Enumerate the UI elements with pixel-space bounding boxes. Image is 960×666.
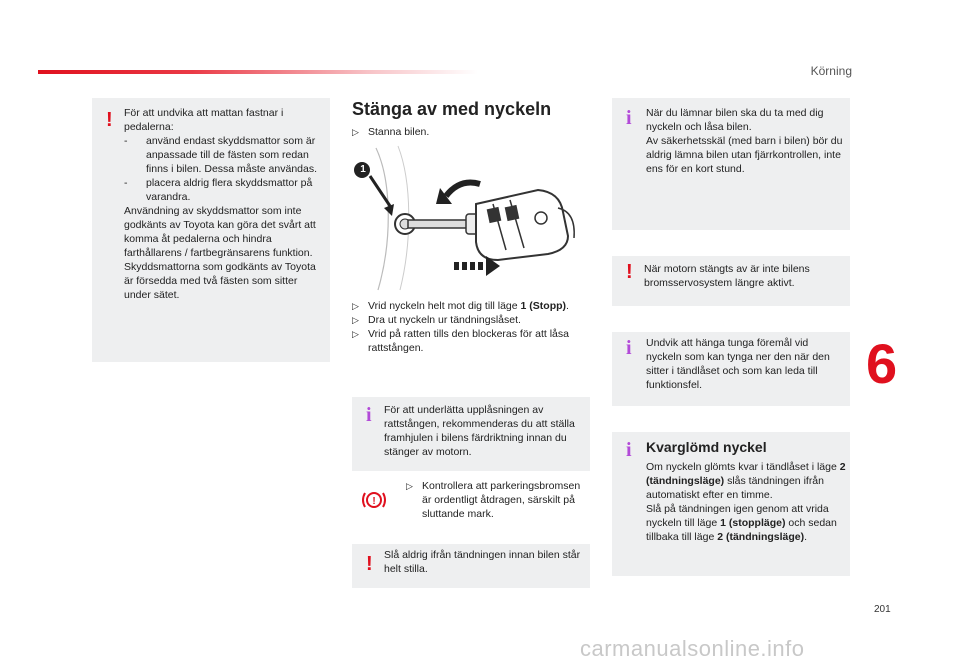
left-warning-box [92,98,330,362]
step-item: ▷ Vrid på ratten tills den blockeras för att låsa rattstången. [352,328,569,354]
right-info-box-2: i Undvik att hänga tunga föremål vid nyckeln som kan tynga ner den när den sitter i tändlåset och som kan leda till funktionsfel. [612,332,850,406]
middle-info-box: i För att underlätta upplåsningen av rattstången, rekommenderas du att ställa framhjulen i bilens färdriktning innan du stänger av motorn. [352,397,590,471]
left-paragraph: Användning av skyddsmattor som inte godkänts av Toyota kan göra det svårt att komma åt pedalerna och hindra farthållarens / fartbegränsarens funktion. [124,205,316,259]
left-paragraph: Skyddsmattorna som godkänts av Toyota är försedda med två fästen som sitter under sätet. [124,261,316,301]
warning-icon: ! [366,553,373,575]
key-illustration [348,142,588,292]
info-icon: i [626,107,632,129]
section-title: Körning [810,64,852,78]
illustration-number: 1 [360,164,366,175]
info-icon: i [366,404,372,426]
header-accent-bar [38,70,478,74]
warning-icon: ! [626,261,633,283]
watermark: carmanualsonline.info [580,636,805,661]
section-heading: Stänga av med nyckeln [352,99,552,119]
rotate-arrow-icon [446,183,480,197]
middle-warning-box: ! Slå aldrig ifrån tändningen innan bilen står helt stilla. [352,544,590,588]
left-intro: För att undvika att mattan fastnar i pedalerna: [124,107,284,133]
step-item: ▷ Dra ut nyckeln ur tändningslåset. [352,314,521,326]
right-info-box: i När du lämnar bilen ska du ta med dig nyckeln och låsa bilen. Av säkerhetsskäl (med barn i bilen) bör du aldrig lämna bilen utan fjärrkontrollen, inte ens för en kort stund. [612,98,850,230]
brake-warning-icon [361,487,387,513]
forgotten-key-text: Om nyckeln glömts kvar i tändlåset i läge 2 (tändningsläge) slås tändningen ifrån automatiskt efter en timme. Slå på tändningen igen genom att vrida nyckeln till läge 1 (stoppläge) och sedan tillbaka till läge 2 (tändningsläge). [646,461,846,543]
info-icon: i [626,337,632,359]
dash-item: - placera aldrig flera skyddsmattor på varandra. [124,177,313,203]
page-number: 201 [874,604,891,615]
svg-text:!: ! [372,496,376,507]
forgotten-key-title: Kvarglömd nyckel [646,439,767,455]
info-icon: i [626,439,632,461]
step-item: ▷ Kontrollera att parkeringsbromsen är ordentligt åtdragen, särskilt på sluttande mark. [406,480,581,520]
forgotten-key-box [612,432,850,576]
right-warning-box: ! När motorn stängts av är inte bilens bromsservosystem längre aktivt. [612,256,850,306]
key-fob [476,190,568,260]
warning-icon: ! [106,109,113,131]
chapter-number: 6 [866,332,898,395]
bullet-icon: ▷ [352,127,359,137]
step-item: ▷ Vrid nyckeln helt mot dig till läge 1 (Stopp). [352,300,569,312]
dash-item: - använd endast skyddsmattor som är anpassade till de fästen som redan finns i bilen. Dessa måste användas. [124,135,318,175]
step-item: ▷ Stanna bilen. [352,126,430,138]
